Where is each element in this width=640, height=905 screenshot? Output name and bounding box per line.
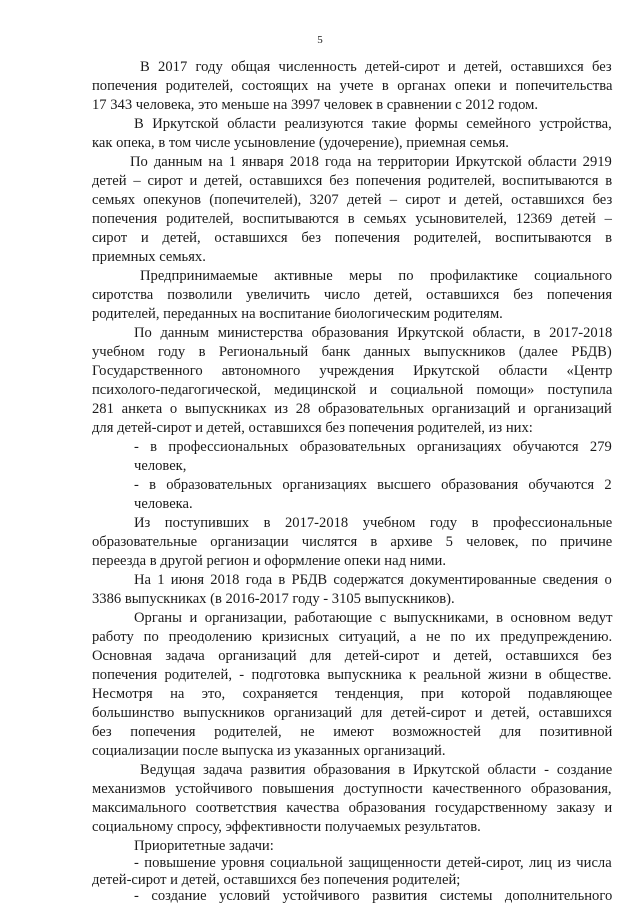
text-line: В 2017 году общая численность детей-сирот и детей, оставшихся без <box>140 59 612 75</box>
text-line: В Иркутской области реализуются такие формы семейного устройства, <box>134 116 612 132</box>
text-line: Несмотря на это, сохраняется тенденция, при которой подавляющее <box>92 686 613 702</box>
text-line: По данным на 1 января 2018 года на территории Иркутской области 2919 <box>130 154 612 170</box>
text-line: большинство выпускников организаций для детей-сирот и детей, оставшихся <box>92 705 612 721</box>
text-line: для детей-сирот и детей, оставшихся без попечения родителей, из них: <box>92 420 533 436</box>
list-item-line: - повышение уровня социальной защищенности детей-сирот, лиц из числа <box>134 855 612 871</box>
text-line: переезда в другой регион и оформление опеки над ними. <box>92 553 446 569</box>
list-item-line: человека. <box>134 496 193 512</box>
text-line: Приоритетные задачи: <box>134 838 274 854</box>
text-line: приемных семьях. <box>92 249 206 265</box>
page-number: 5 <box>317 34 323 46</box>
list-item-line: - в профессиональных образовательных организациях обучаются 279 <box>134 439 612 455</box>
text-line: попечения родителей, - подготовка выпускника к реальной жизни в обществе. <box>92 667 612 683</box>
list-item-line: человек, <box>134 458 187 474</box>
text-line: Из поступивших в 2017-2018 учебном году в профессиональные <box>134 515 613 531</box>
text-line: 3386 выпускниках (в 2016-2017 году - 3105 выпускников). <box>92 591 455 607</box>
text-line: Государственного автономного учреждения Иркутской области «Центр <box>92 363 613 379</box>
text-line: социальному спросу, эффективности получаемых результатов. <box>92 819 481 835</box>
text-line: максимального соответствия качества образования государственному заказу и <box>92 800 613 816</box>
text-line: Основная задача организаций для детей-сирот и детей, оставшихся без <box>92 648 612 664</box>
text-line: образовательные организации числятся в архиве 5 человек, по причине <box>92 534 613 550</box>
text-line: Органы и организации, работающие с выпускниками, в основном ведут <box>134 610 613 626</box>
text-line: сирот и детей, оставшихся без попечения родителей, воспитываются в <box>92 230 613 246</box>
text-line: Предпринимаемые активные меры по профилактике социального <box>140 268 613 284</box>
text-line: психолого-педагогической, медицинской и социальной помощи» поступила <box>92 382 613 398</box>
text-line: попечения родителей, воспитываются в семьях усыновителей, 12369 детей – <box>92 211 612 227</box>
text-line: родителей, переданных на воспитание биологическим родителям. <box>92 306 503 322</box>
text-line: учебном году в Региональный банк данных выпускников (далее РБДВ) <box>92 344 612 360</box>
list-item-line: - в образовательных организациях высшего образования обучаются 2 <box>134 477 612 493</box>
list-item-line: - создание условий устойчивого развития системы дополнительного <box>134 888 613 904</box>
text-line: как опека, в том числе усыновление (удочерение), приемная семья. <box>92 135 509 151</box>
text-line: сиротства позволили увеличить число детей, оставшихся без попечения <box>92 287 613 303</box>
list-item-line: детей-сирот и детей, оставшихся без попечения родителей; <box>92 872 461 888</box>
text-line: социализации после выпуска из указанных организаций. <box>92 743 446 759</box>
text-line: семьях опекунов (попечителей), 3207 детей – сирот и детей, оставшихся без <box>92 192 613 208</box>
text-line: 17 343 человека, это меньше на 3997 человек в сравнении с 2012 годом. <box>92 97 539 113</box>
text-line: Ведущая задача развития образования в Иркутской области - создание <box>140 762 613 778</box>
text-line: без попечения родителей, не имеют возможностей для позитивной <box>92 724 613 740</box>
text-line: По данным министерства образования Иркутской области, в 2017-2018 <box>134 325 613 341</box>
text-line: попечения родителей, состоящих на учете в органах опеки и попечительства <box>92 78 613 94</box>
text-line: работу по преодолению кризисных ситуаций, а не по их предупреждению. <box>92 629 613 645</box>
text-line: детей – сирот и детей, оставшихся без попечения родителей, воспитываются в <box>92 173 613 189</box>
text-line: механизмов устойчивого повышения доступности качественного образования, <box>92 781 612 797</box>
text-line: На 1 июня 2018 года в РБДВ содержатся документированные сведения о <box>134 572 612 588</box>
text-line: 281 анкета о выпускниках из 28 образовательных организаций и организаций <box>92 401 612 417</box>
